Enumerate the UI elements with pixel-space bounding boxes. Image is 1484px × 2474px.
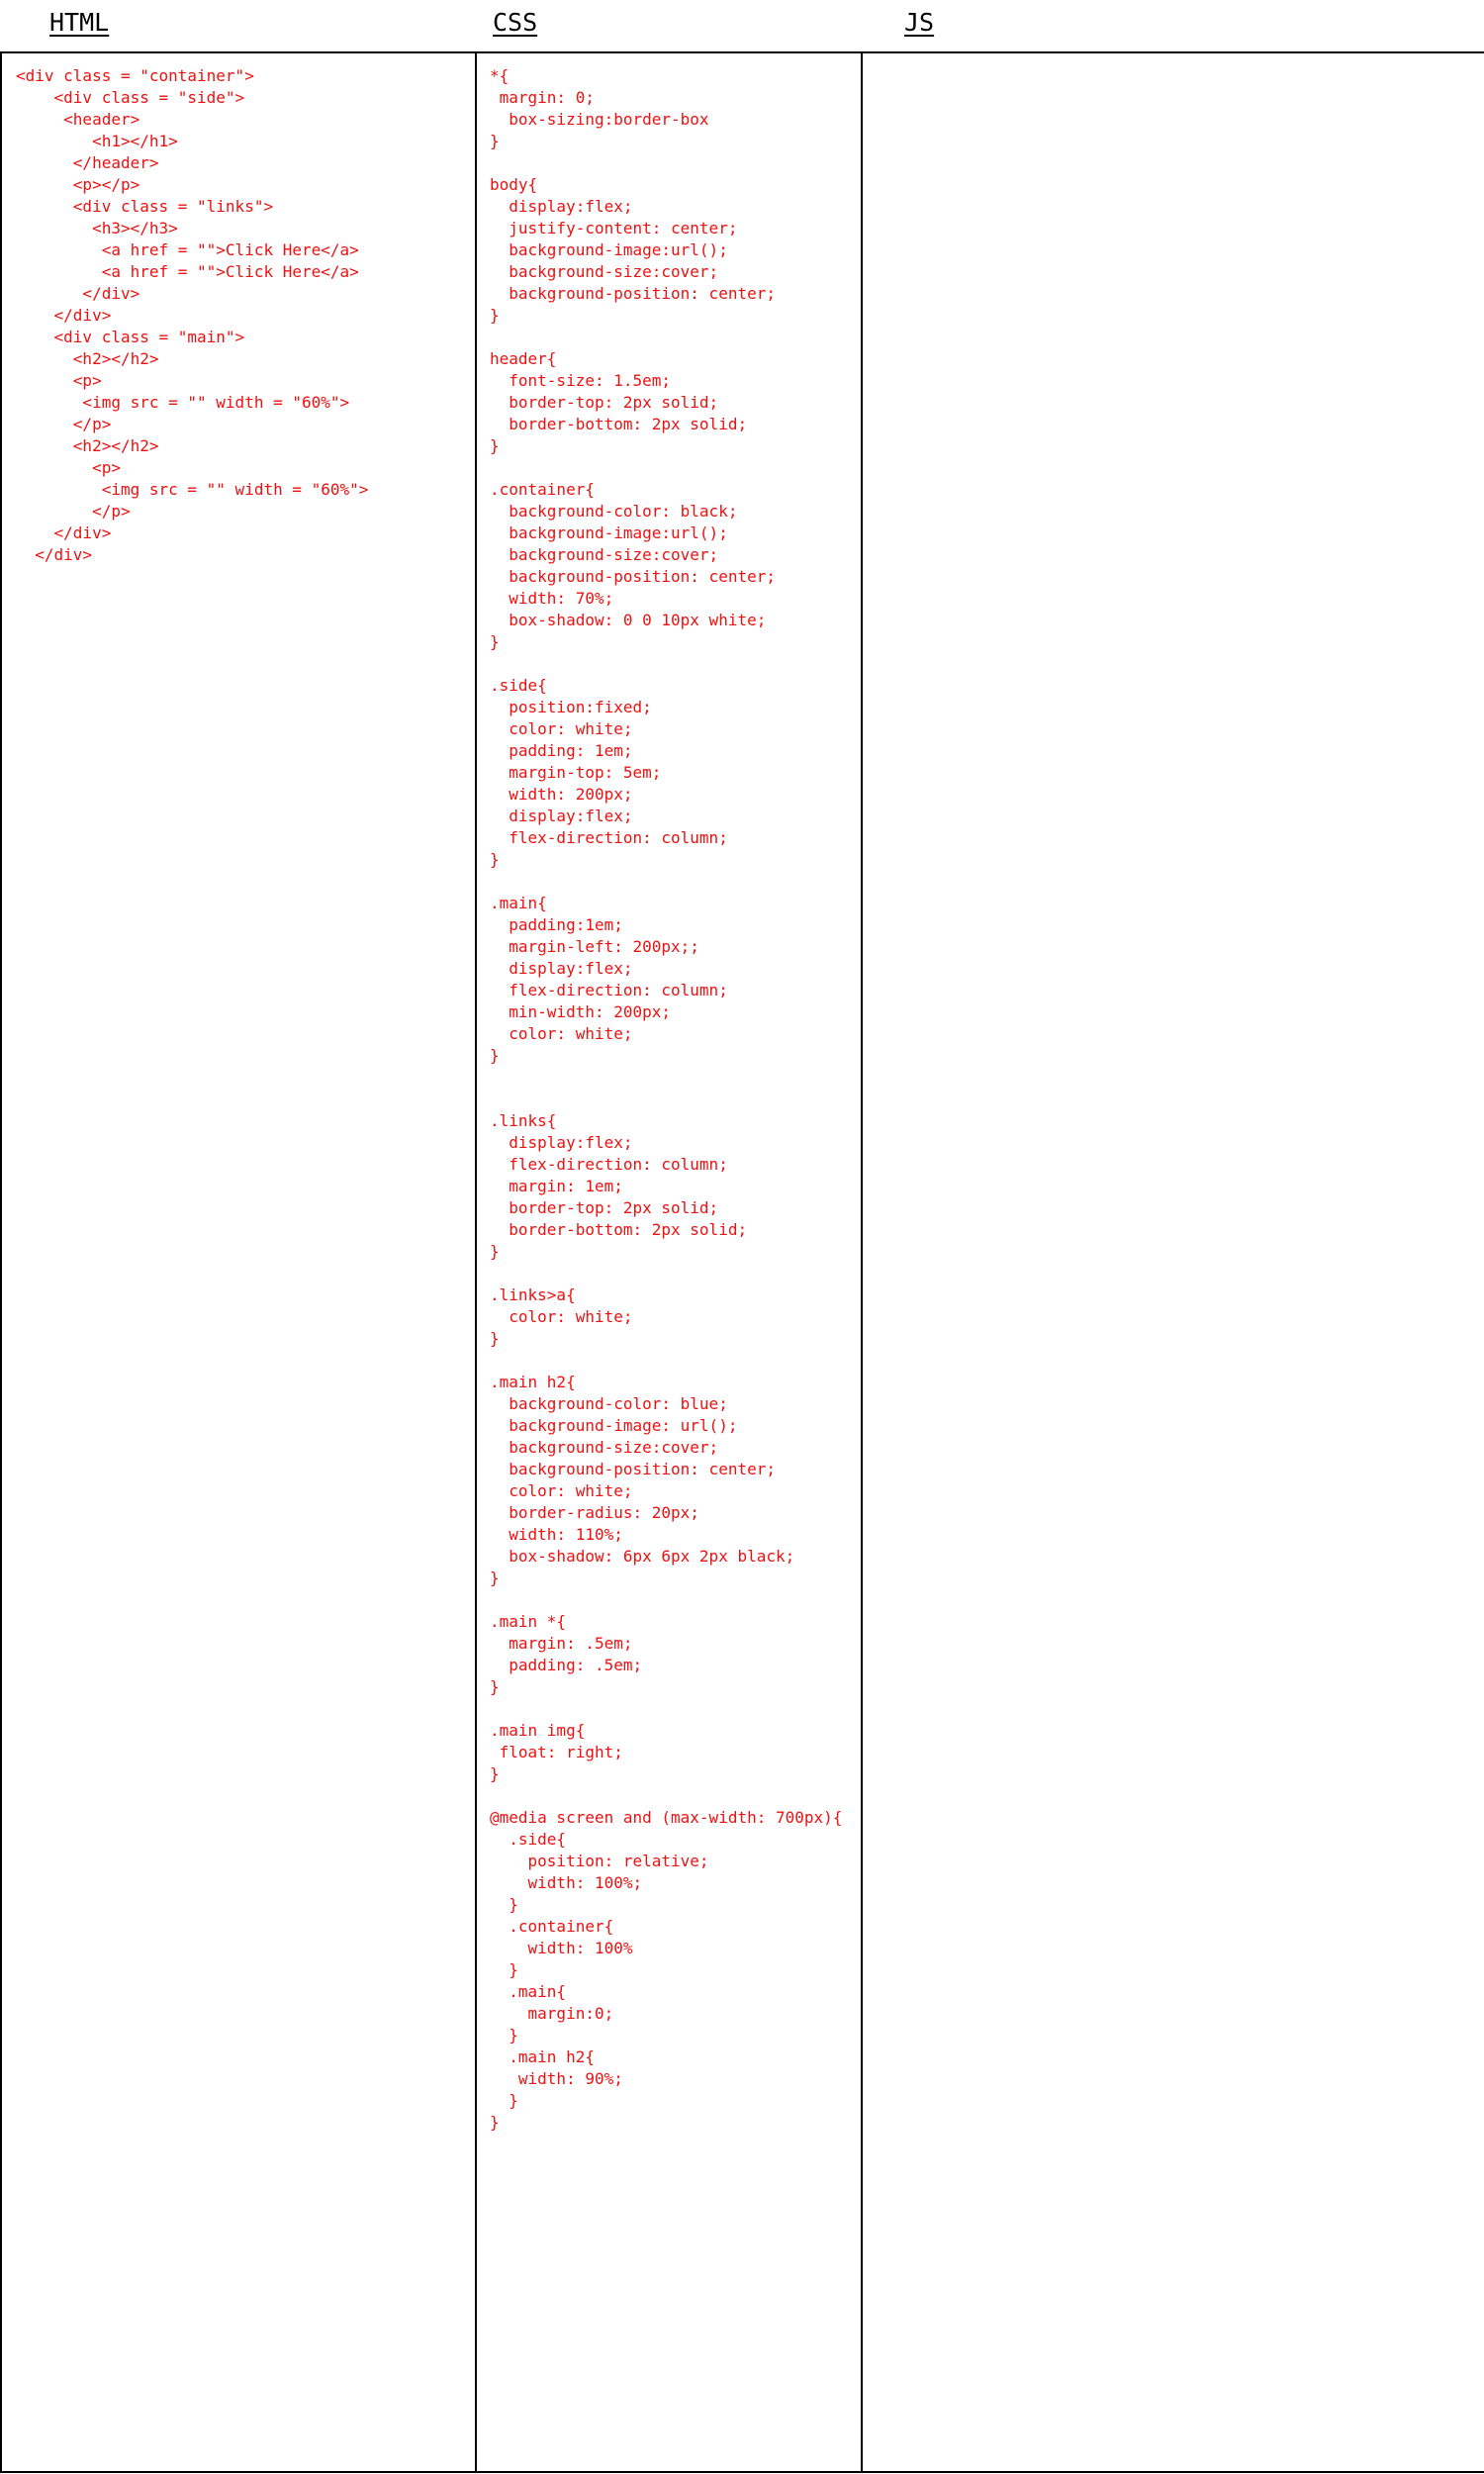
html-code-line: <p> — [16, 371, 102, 390]
css-code-line: width: 100% — [490, 1939, 633, 1957]
css-code-line: border-bottom: 2px solid; — [490, 415, 748, 433]
html-code-line: <img src = "" width = "60%"> — [16, 480, 369, 499]
css-code-line: margin: 1em; — [490, 1177, 623, 1195]
css-code-line: } — [490, 632, 500, 651]
css-code-line: background-color: blue; — [490, 1394, 728, 1413]
html-code-line: <img src = "" width = "60%"> — [16, 393, 350, 412]
css-code-line — [490, 1067, 842, 1089]
css-code-line — [490, 1263, 842, 1285]
css-code-line: box-shadow: 0 0 10px white; — [490, 611, 767, 629]
html-code-line: <header> — [16, 110, 140, 129]
css-code-line: header{ — [490, 349, 557, 368]
css-code-line — [490, 152, 842, 174]
html-code-line: <a href = "">Click Here</a> — [16, 240, 359, 259]
css-code-line: .links{ — [490, 1111, 557, 1130]
css-code-line: } — [490, 1242, 500, 1261]
css-code-line: .main h2{ — [490, 1373, 576, 1391]
js-column-header: JS — [904, 8, 935, 37]
left-border — [0, 51, 2, 2473]
css-code-line: margin:0; — [490, 2004, 614, 2023]
html-code-line: <h2></h2> — [16, 436, 159, 455]
css-code-line: color: white; — [490, 1307, 633, 1326]
html-code-line: <a href = "">Click Here</a> — [16, 262, 359, 281]
html-code-line: </header> — [16, 153, 159, 172]
css-code-line: background-size:cover; — [490, 545, 719, 564]
css-code-line: background-image:url(); — [490, 240, 728, 259]
css-code-line: color: white; — [490, 1024, 633, 1043]
html-code-block — [16, 65, 368, 566]
css-code-line — [490, 1698, 842, 1720]
css-code-line: background-size:cover; — [490, 262, 719, 281]
css-code-line: padding: .5em; — [490, 1656, 643, 1674]
html-code-line: <p> — [16, 458, 121, 477]
css-code-line: margin-left: 200px;; — [490, 937, 699, 956]
css-code-line: body{ — [490, 175, 538, 194]
html-code-line: <div class = "links"> — [16, 197, 274, 216]
css-code-line: background-image:url(); — [490, 523, 728, 542]
css-code-line: } — [490, 1895, 518, 1914]
css-code-line: box-sizing:border-box — [490, 110, 709, 129]
css-code-line: } — [490, 1764, 500, 1783]
css-code-line: display:flex; — [490, 959, 633, 978]
css-code-line: } — [490, 2026, 518, 2045]
css-code-line: margin: .5em; — [490, 1634, 633, 1653]
html-code-line: </div> — [16, 306, 112, 325]
css-code-line: display:flex; — [490, 197, 633, 216]
html-code-line: </div> — [16, 523, 112, 542]
css-code-line — [490, 1785, 842, 1807]
html-code-line: </div> — [16, 284, 140, 303]
css-code-line: @media screen and (max-width: 700px){ — [490, 1808, 843, 1827]
css-code-line: display:flex; — [490, 807, 633, 825]
css-code-line: width: 90%; — [490, 2069, 623, 2088]
css-code-line — [490, 457, 842, 479]
css-column-header: CSS — [493, 8, 538, 37]
css-code-block — [490, 65, 842, 2134]
html-code-line: </div> — [16, 545, 93, 564]
css-code-line: } — [490, 436, 500, 455]
css-code-line: .main{ — [490, 1982, 567, 2001]
css-code-line: .container{ — [490, 480, 595, 499]
css-code-line: margin: 0; — [490, 88, 595, 107]
css-code-line: .side{ — [490, 676, 547, 695]
css-code-line: width: 70%; — [490, 589, 614, 608]
css-code-line: box-shadow: 6px 6px 2px black; — [490, 1547, 795, 1566]
css-code-line — [490, 871, 842, 893]
css-code-line: background-image: url(); — [490, 1416, 738, 1435]
css-code-line: flex-direction: column; — [490, 1155, 728, 1174]
html-code-line: <p></p> — [16, 175, 140, 194]
css-code-line: *{ — [490, 66, 510, 85]
css-code-line: background-position: center; — [490, 567, 776, 586]
css-code-line: } — [490, 2091, 518, 2110]
html-column-header: HTML — [49, 8, 110, 37]
css-code-line: } — [490, 1569, 500, 1587]
html-code-line: <div class = "container"> — [16, 66, 254, 85]
css-code-line: border-top: 2px solid; — [490, 1198, 719, 1217]
html-code-line: <div class = "main"> — [16, 328, 245, 346]
column-divider-html-css — [475, 51, 477, 2473]
css-code-line: font-size: 1.5em; — [490, 371, 672, 390]
css-code-line — [490, 1089, 842, 1110]
css-code-line: .main *{ — [490, 1612, 567, 1631]
html-code-line: <h1></h1> — [16, 132, 178, 150]
css-code-line: border-radius: 20px; — [490, 1503, 699, 1522]
css-code-line: padding: 1em; — [490, 741, 633, 760]
css-code-line: } — [490, 850, 500, 869]
css-code-line: } — [490, 1329, 500, 1348]
css-code-line: border-top: 2px solid; — [490, 393, 719, 412]
html-code-line: <h3></h3> — [16, 219, 178, 238]
css-code-line: background-size:cover; — [490, 1438, 719, 1457]
html-code-line: </p> — [16, 502, 131, 521]
css-code-line: float: right; — [490, 1743, 623, 1761]
css-code-line: position: relative; — [490, 1852, 709, 1870]
css-code-line — [490, 1350, 842, 1372]
css-code-line: background-position: center; — [490, 284, 776, 303]
css-code-line: .main img{ — [490, 1721, 586, 1740]
html-code-line: <div class = "side"> — [16, 88, 245, 107]
css-code-line: background-color: black; — [490, 502, 738, 521]
css-code-line: flex-direction: column; — [490, 981, 728, 999]
css-code-line: } — [490, 1046, 500, 1065]
css-code-line: background-position: center; — [490, 1460, 776, 1478]
css-code-line: } — [490, 306, 500, 325]
css-code-line: width: 200px; — [490, 785, 633, 804]
css-code-line: .main h2{ — [490, 2047, 595, 2066]
css-code-line: color: white; — [490, 719, 633, 738]
css-code-line: .side{ — [490, 1830, 567, 1849]
column-divider-css-js — [861, 51, 863, 2473]
css-code-line: width: 100%; — [490, 1873, 643, 1892]
css-code-line: .main{ — [490, 894, 547, 912]
css-code-line: min-width: 200px; — [490, 1002, 672, 1021]
css-code-line: margin-top: 5em; — [490, 763, 662, 782]
css-code-line: width: 110%; — [490, 1525, 623, 1544]
css-code-line: .container{ — [490, 1917, 614, 1936]
css-code-line — [490, 327, 842, 348]
html-code-line: </p> — [16, 415, 112, 433]
css-code-line: display:flex; — [490, 1133, 633, 1152]
css-code-line: } — [490, 1960, 518, 1979]
css-code-line: border-bottom: 2px solid; — [490, 1220, 748, 1239]
css-code-line: padding:1em; — [490, 915, 623, 934]
css-code-line — [490, 653, 842, 675]
css-code-line: } — [490, 1677, 500, 1696]
html-code-line: <h2></h2> — [16, 349, 159, 368]
css-code-line: position:fixed; — [490, 698, 652, 716]
css-code-line: justify-content: center; — [490, 219, 738, 238]
css-code-line: } — [490, 132, 500, 150]
css-code-line: flex-direction: column; — [490, 828, 728, 847]
css-code-line: .links>a{ — [490, 1285, 576, 1304]
css-code-line: } — [490, 2113, 500, 2132]
css-code-line — [490, 1589, 842, 1611]
css-code-line: color: white; — [490, 1481, 633, 1500]
